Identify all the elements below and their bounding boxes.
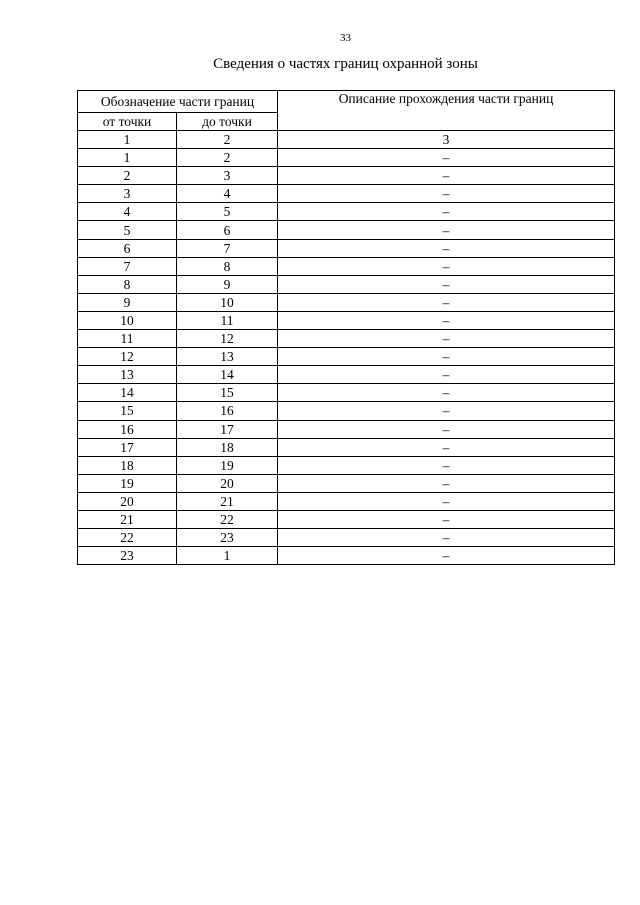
from-point-cell: 15 <box>78 402 177 420</box>
from-point-cell: 4 <box>78 203 177 221</box>
description-cell: – <box>278 348 615 366</box>
from-point-cell: 10 <box>78 311 177 329</box>
from-point-cell: 6 <box>78 239 177 257</box>
description-cell: – <box>278 149 615 167</box>
column-number-row <box>78 131 615 149</box>
table-row <box>78 492 615 510</box>
description-cell: – <box>278 402 615 420</box>
from-point-cell: 7 <box>78 257 177 275</box>
table-row <box>78 402 615 420</box>
description-header: Описание прохождения части границ <box>278 91 615 131</box>
table-row <box>78 293 615 311</box>
from-point-cell: 3 <box>78 185 177 203</box>
from-point-header: от точки <box>78 113 177 131</box>
from-point-cell: 23 <box>78 547 177 565</box>
designation-header: Обозначение части границ <box>78 91 278 113</box>
table-row <box>78 330 615 348</box>
to-point-cell: 9 <box>177 275 278 293</box>
to-point-cell: 11 <box>177 311 278 329</box>
description-cell: – <box>278 456 615 474</box>
table-body <box>78 131 615 565</box>
description-cell: – <box>278 185 615 203</box>
from-point-cell: 9 <box>78 293 177 311</box>
description-cell: – <box>278 474 615 492</box>
description-cell: – <box>278 257 615 275</box>
column-number-1: 1 <box>78 131 177 149</box>
to-point-header: до точки <box>177 113 278 131</box>
description-cell: – <box>278 167 615 185</box>
from-point-cell: 20 <box>78 492 177 510</box>
from-point-cell: 12 <box>78 348 177 366</box>
table-row <box>78 529 615 547</box>
from-point-cell: 1 <box>78 149 177 167</box>
to-point-cell: 23 <box>177 529 278 547</box>
table-row <box>78 239 615 257</box>
description-cell: – <box>278 492 615 510</box>
description-cell: – <box>278 293 615 311</box>
to-point-cell: 22 <box>177 510 278 528</box>
table-row <box>78 547 615 565</box>
from-point-cell: 13 <box>78 366 177 384</box>
to-point-cell: 6 <box>177 221 278 239</box>
to-point-cell: 20 <box>177 474 278 492</box>
to-point-cell: 3 <box>177 167 278 185</box>
table-row <box>78 510 615 528</box>
description-cell: – <box>278 438 615 456</box>
from-point-cell: 8 <box>78 275 177 293</box>
table-row <box>78 275 615 293</box>
description-cell: – <box>278 420 615 438</box>
table-header <box>78 91 615 131</box>
table-row <box>78 474 615 492</box>
table-row <box>78 348 615 366</box>
from-point-cell: 14 <box>78 384 177 402</box>
description-cell: – <box>278 366 615 384</box>
page-number: 33 <box>340 32 351 44</box>
from-point-cell: 2 <box>78 167 177 185</box>
table-row <box>78 456 615 474</box>
table-row <box>78 311 615 329</box>
to-point-cell: 19 <box>177 456 278 474</box>
description-cell: – <box>278 529 615 547</box>
table-row <box>78 420 615 438</box>
from-point-cell: 21 <box>78 510 177 528</box>
to-point-cell: 17 <box>177 420 278 438</box>
to-point-cell: 21 <box>177 492 278 510</box>
from-point-cell: 19 <box>78 474 177 492</box>
table-row <box>78 221 615 239</box>
to-point-cell: 16 <box>177 402 278 420</box>
to-point-cell: 4 <box>177 185 278 203</box>
to-point-cell: 14 <box>177 366 278 384</box>
from-point-cell: 5 <box>78 221 177 239</box>
description-cell: – <box>278 203 615 221</box>
to-point-cell: 10 <box>177 293 278 311</box>
description-cell: – <box>278 547 615 565</box>
boundary-parts-table <box>77 90 615 565</box>
table-row <box>78 185 615 203</box>
column-number-3: 3 <box>278 131 615 149</box>
to-point-cell: 5 <box>177 203 278 221</box>
table-row <box>78 438 615 456</box>
description-cell: – <box>278 510 615 528</box>
to-point-cell: 8 <box>177 257 278 275</box>
to-point-cell: 1 <box>177 547 278 565</box>
description-cell: – <box>278 384 615 402</box>
table-row <box>78 257 615 275</box>
column-number-2: 2 <box>177 131 278 149</box>
from-point-cell: 18 <box>78 456 177 474</box>
from-point-cell: 22 <box>78 529 177 547</box>
description-cell: – <box>278 239 615 257</box>
description-cell: – <box>278 330 615 348</box>
table-row <box>78 149 615 167</box>
description-cell: – <box>278 275 615 293</box>
table-row <box>78 366 615 384</box>
from-point-cell: 17 <box>78 438 177 456</box>
to-point-cell: 2 <box>177 149 278 167</box>
to-point-cell: 13 <box>177 348 278 366</box>
to-point-cell: 7 <box>177 239 278 257</box>
to-point-cell: 18 <box>177 438 278 456</box>
document-title: Сведения о частях границ охранной зоны <box>213 56 478 72</box>
to-point-cell: 12 <box>177 330 278 348</box>
table-row <box>78 203 615 221</box>
from-point-cell: 11 <box>78 330 177 348</box>
table-row <box>78 384 615 402</box>
description-cell: – <box>278 221 615 239</box>
table-row <box>78 167 615 185</box>
from-point-cell: 16 <box>78 420 177 438</box>
header-row-top <box>78 91 615 113</box>
to-point-cell: 15 <box>177 384 278 402</box>
description-cell: – <box>278 311 615 329</box>
